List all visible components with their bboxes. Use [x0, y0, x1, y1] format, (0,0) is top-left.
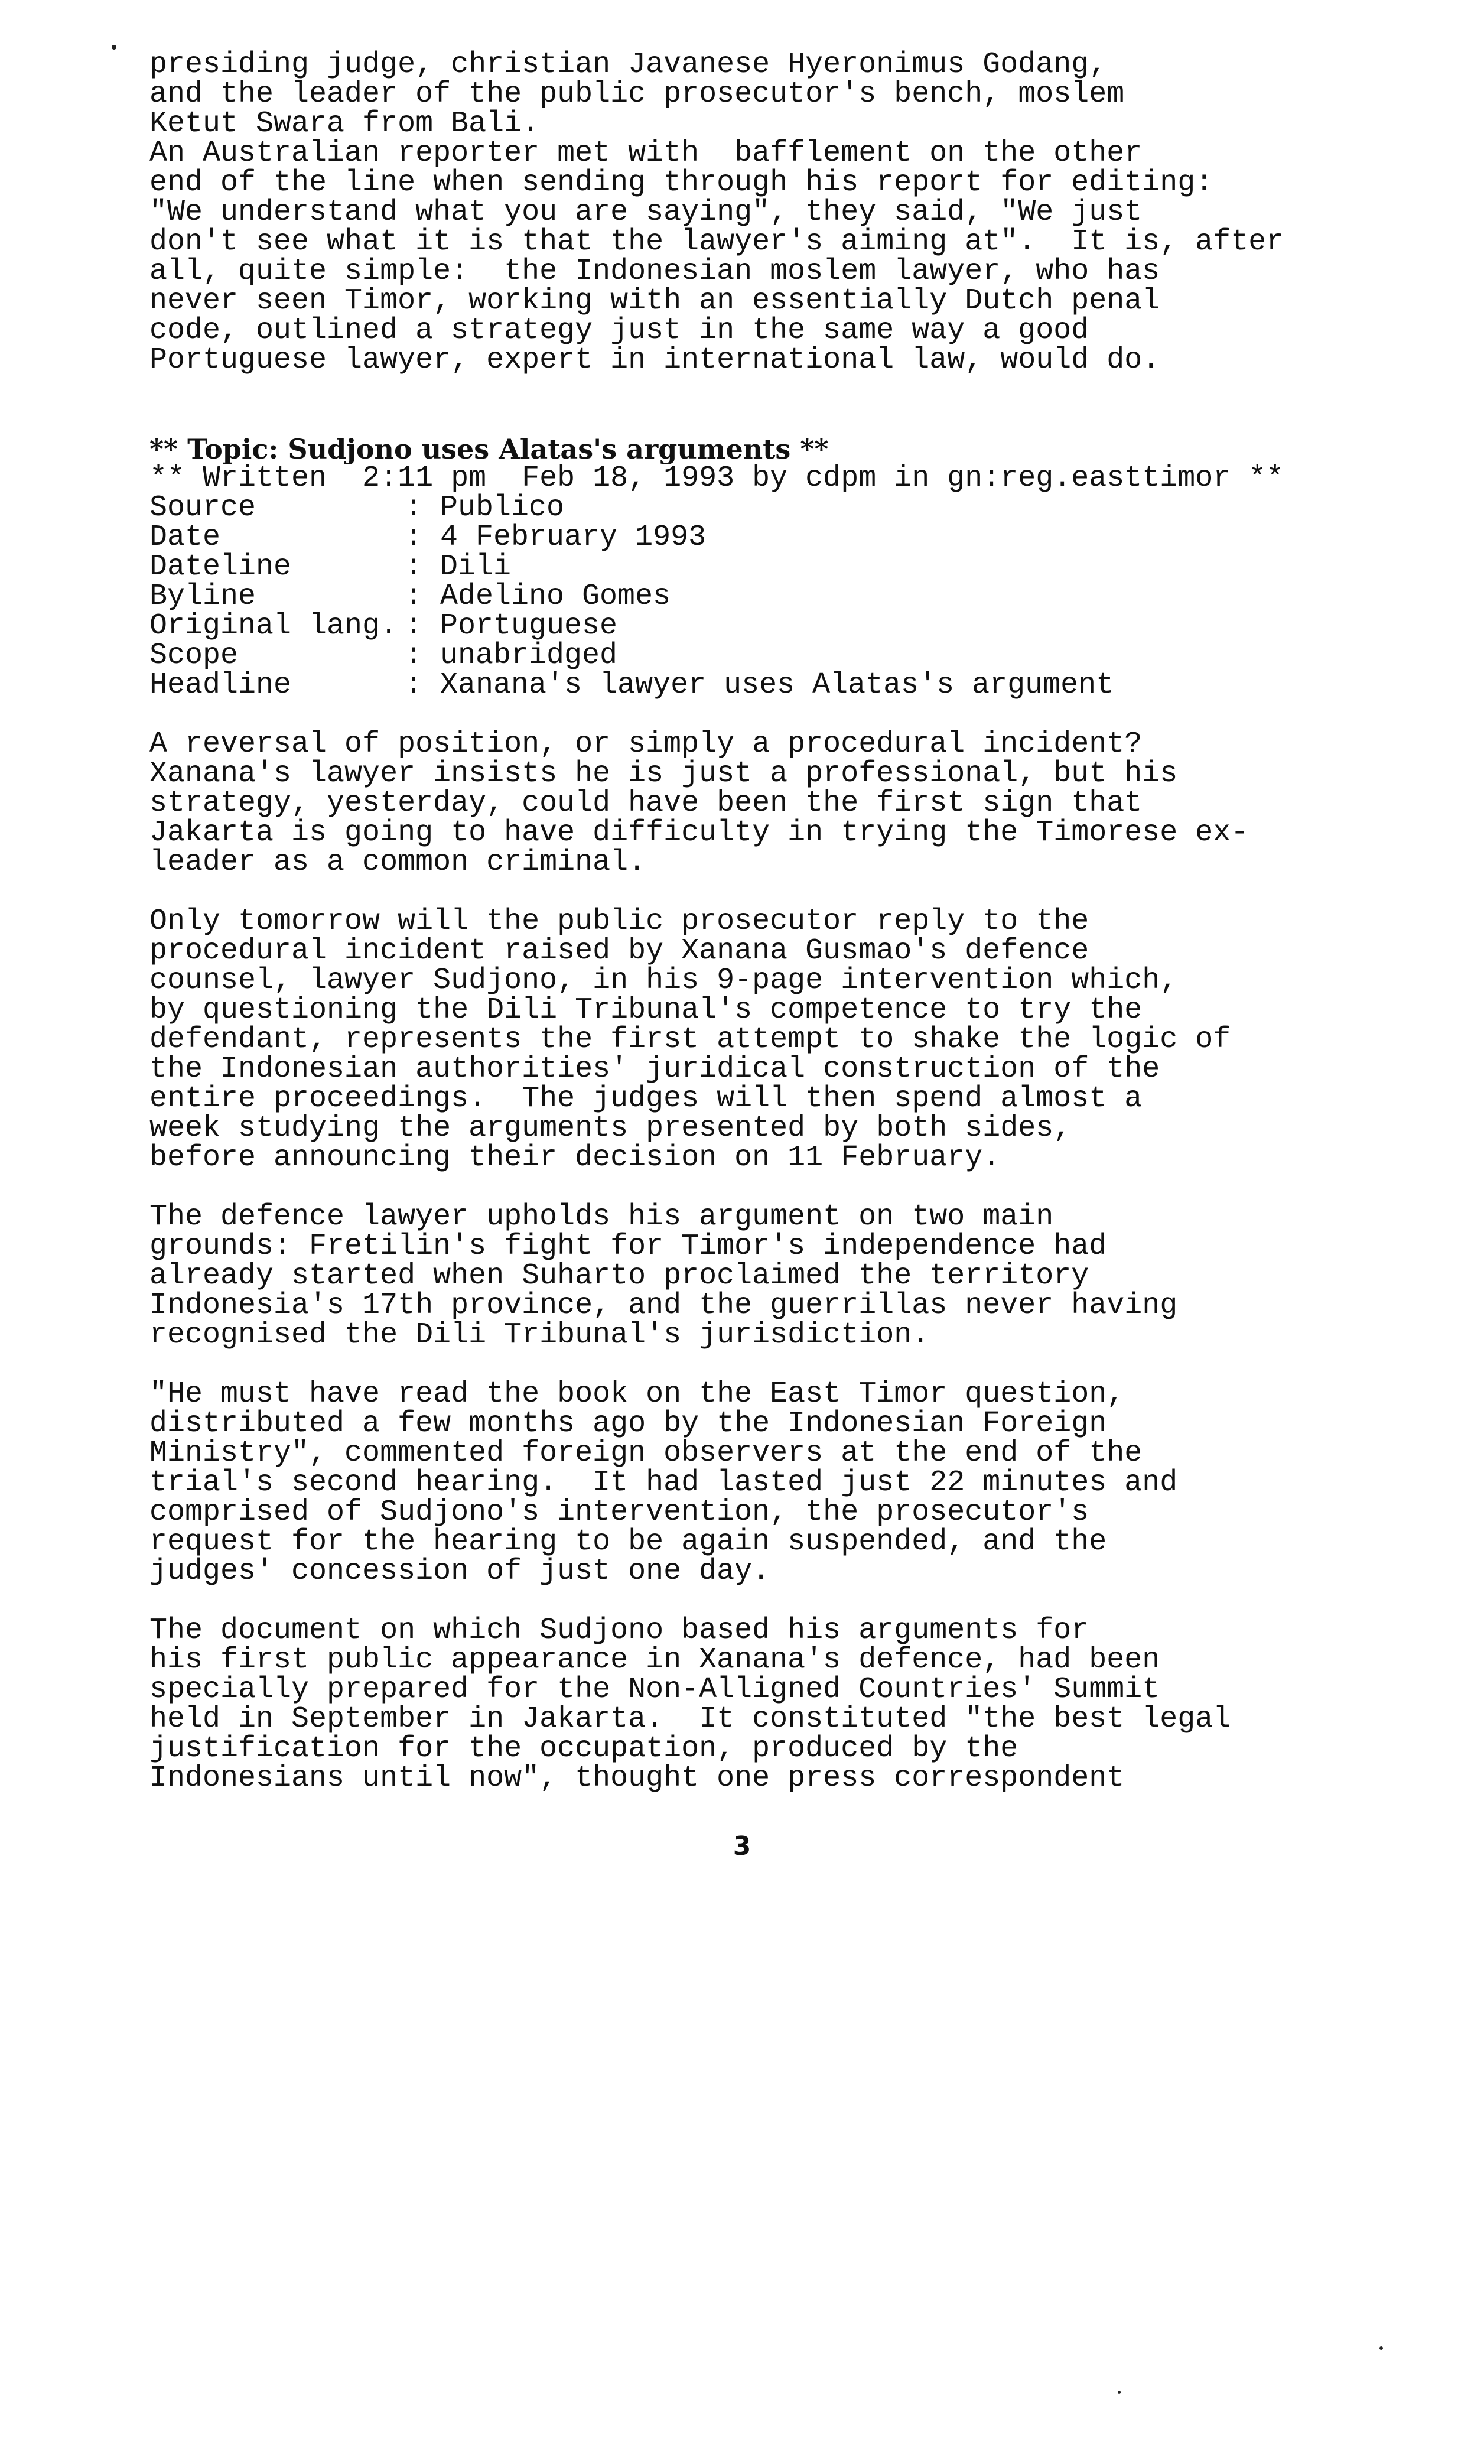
text-line: strategy, yesterday, could have been the first sign that [149, 786, 1143, 820]
meta-value: : Dili [405, 550, 512, 584]
meta-key: Date [149, 521, 221, 554]
meta-value: : unabridged [405, 639, 618, 672]
text-line: Portuguese lawyer, expert in international law, would do. [149, 343, 1160, 377]
text-line: procedural incident raised by Xanana Gusmao's defence [149, 934, 1089, 968]
scan-speck-top-left [112, 45, 116, 50]
meta-value: : 4 February 1993 [405, 521, 707, 554]
text-line: before announcing their decision on 11 February. [149, 1141, 1001, 1175]
meta-value: : Publico [405, 491, 565, 525]
article-header [149, 434, 1420, 700]
meta-row-date [149, 523, 1420, 552]
text-line: entire proceedings. The judges will then spend almost a [149, 1082, 1143, 1116]
paragraph-spacer [149, 1173, 1420, 1202]
text-line: Jakarta is going to have difficulty in trying the Timorese ex- [149, 816, 1249, 850]
meta-row-scope [149, 641, 1420, 671]
text-line: specially prepared for the Non-Alligned Countries' Summit [149, 1673, 1160, 1706]
meta-key: Original lang. [149, 609, 398, 643]
text-line: Ketut Swara from Bali. [149, 107, 540, 141]
text-line: distributed a few months ago by the Indonesian Foreign [149, 1407, 1107, 1441]
text-line: Ministry", commented foreign observers at the end of the [149, 1436, 1143, 1470]
text-line: leader as a common criminal. [149, 846, 646, 879]
topic-heading: ** Topic: Sudjono uses Alatas's arguments ** [149, 433, 829, 465]
text-line: week studying the arguments presented by both sides, [149, 1111, 1072, 1145]
text-line: don't see what it is that the lawyer's aiming at". It is, after [149, 225, 1284, 259]
text-line: held in September in Jakarta. It constituted "the best legal [149, 1702, 1231, 1736]
text-line: and the leader of the public prosecutor's bench, moslem [149, 77, 1125, 111]
text-line: by questioning the Dili Tribunal's competence to try the [149, 993, 1143, 1027]
text-line: justification for the occupation, produced by the [149, 1732, 1018, 1766]
meta-row-source [149, 493, 1420, 523]
meta-key: Byline [149, 580, 256, 613]
text-line: Only tomorrow will the public prosecutor reply to the [149, 905, 1089, 938]
text-line: presiding judge, christian Javanese Hyeronimus Godang, [149, 48, 1107, 82]
text-line: The document on which Sudjono based his arguments for [149, 1614, 1089, 1647]
paragraph [149, 907, 1420, 1173]
text-line: trial's second hearing. It had lasted just 22 minutes and [149, 1466, 1178, 1500]
scan-speck-bottom-right [1379, 2346, 1383, 2350]
meta-key: Source [149, 491, 256, 525]
text-line: counsel, lawyer Sudjono, in his 9-page intervention which, [149, 964, 1178, 997]
text-line: Xanana's lawyer insists he is just a professional, but his [149, 757, 1178, 791]
paragraph-spacer [149, 877, 1420, 907]
paragraph [149, 1616, 1420, 1793]
text-line: the Indonesian authorities' juridical construction of the [149, 1052, 1160, 1086]
text-line: code, outlined a strategy just in the same way a good [149, 314, 1089, 347]
text-line: An Australian reporter met with bafflement on the other [149, 136, 1143, 170]
paragraph-spacer [149, 700, 1420, 730]
meta-row-byline [149, 582, 1420, 612]
meta-key: Headline [149, 668, 292, 702]
meta-row-dateline [149, 552, 1420, 582]
page-number: 3 [733, 1831, 751, 1861]
metadata-table [149, 493, 1420, 700]
text-line: A reversal of position, or simply a procedural incident? [149, 727, 1143, 761]
text-line: comprised of Sudjono's intervention, the prosecutor's [149, 1496, 1089, 1529]
text-line: grounds: Fretilin's fight for Timor's independence had [149, 1230, 1107, 1263]
paragraph [149, 1377, 1420, 1588]
meta-key: Scope [149, 639, 239, 672]
scan-speck-bottom-right-2 [1118, 2391, 1121, 2394]
paragraph [149, 1202, 1420, 1350]
paragraph [149, 727, 1420, 879]
text-line: already started when Suharto proclaimed the territory [149, 1259, 1089, 1293]
text-line: recognised the Dili Tribunal's jurisdiction. [149, 1318, 930, 1352]
text-line: never seen Timor, working with an essentially Dutch penal [149, 284, 1160, 318]
text-line: his first public appearance in Xanana's defence, had been [149, 1643, 1160, 1677]
text-line: all, quite simple: the Indonesian moslem lawyer, who has [149, 255, 1160, 288]
text-line: "He must have read the book on the East Timor question, [149, 1377, 1125, 1411]
meta-value: : Portuguese [405, 609, 618, 643]
text-line: defendant, represents the first attempt to shake the logic of [149, 1023, 1231, 1057]
text-line: The defence lawyer upholds his argument on two main [149, 1200, 1054, 1234]
meta-value: : Adelino Gomes [405, 580, 671, 613]
text-line: end of the line when sending through his report for editing: [149, 166, 1213, 200]
meta-value: : Xanana's lawyer uses Alatas's argument [405, 668, 1114, 702]
text-line: "We understand what you are saying", they said, "We just [149, 196, 1143, 229]
meta-key: Dateline [149, 550, 292, 584]
written-line: ** Written 2:11 pm Feb 18, 1993 by cdpm in gn:reg.easttimor ** [149, 461, 1284, 495]
text-line: judges' concession of just one day. [149, 1555, 770, 1588]
document-body [149, 50, 1420, 1793]
text-line: Indonesia's 17th province, and the guerrillas never having [149, 1289, 1178, 1322]
intro-paragraph [149, 50, 1420, 375]
paragraph-spacer [149, 1587, 1420, 1616]
paragraph-spacer [149, 1350, 1420, 1380]
meta-row-original-lang [149, 609, 1420, 643]
meta-row-headline [149, 668, 1420, 702]
section-spacer [149, 375, 1420, 434]
text-line: request for the hearing to be again suspended, and the [149, 1525, 1107, 1559]
text-line: Indonesians until now", thought one press correspondent [149, 1761, 1125, 1795]
